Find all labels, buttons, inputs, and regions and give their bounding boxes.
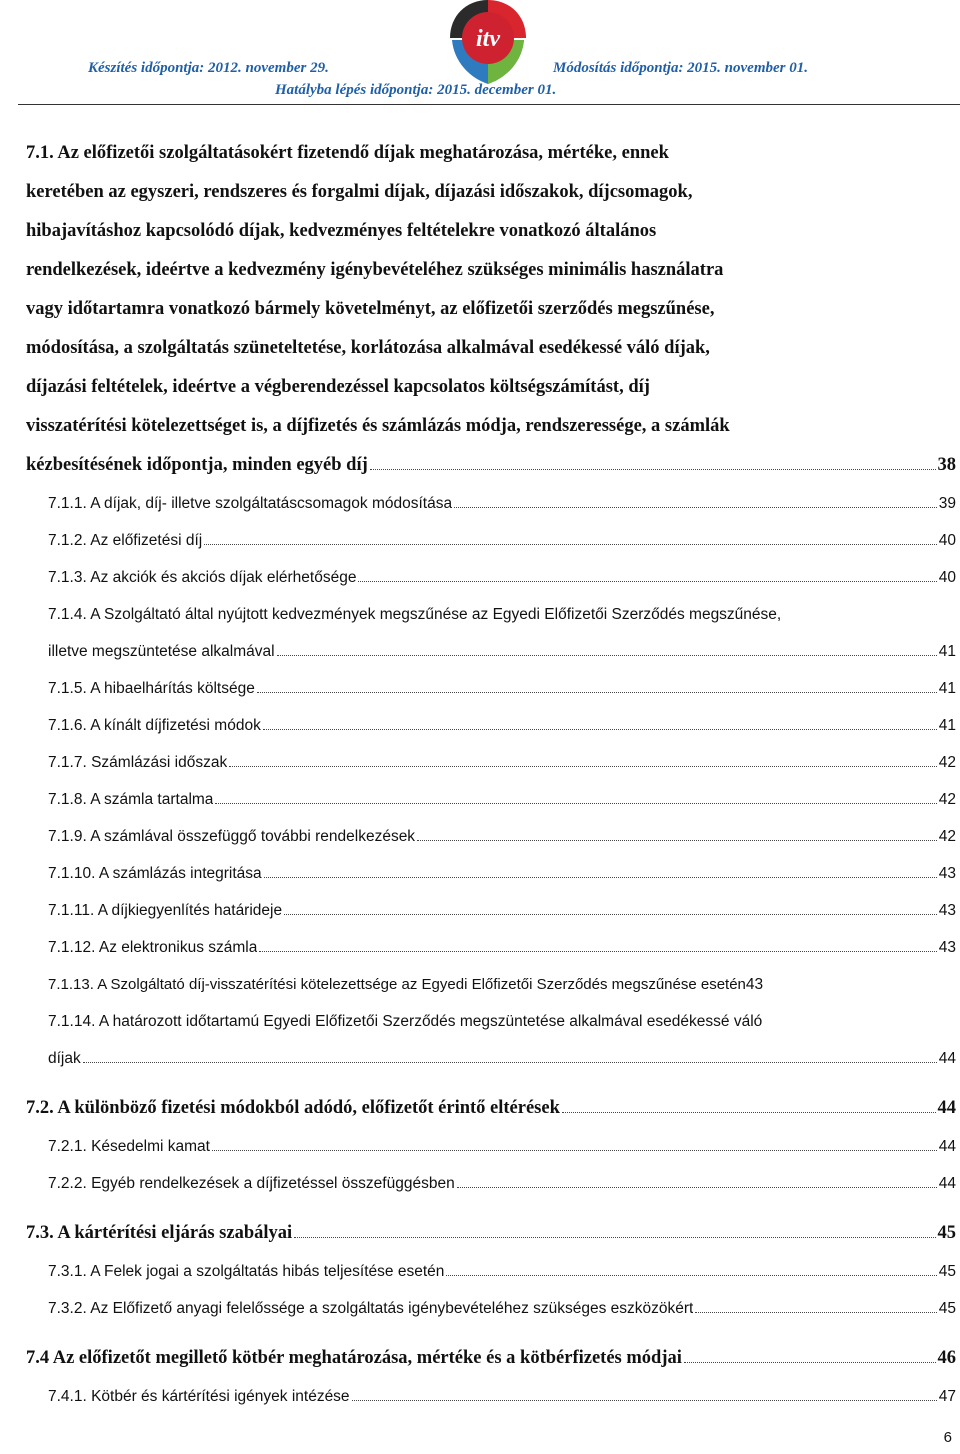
toc-entry[interactable] <box>26 559 956 596</box>
toc-title: 7.1.6. A kínált díjfizetési módok <box>48 717 261 734</box>
page-ref: 43 <box>938 865 956 882</box>
page-number: 6 <box>943 1429 952 1446</box>
dot-leader <box>257 692 937 693</box>
toc-entry[interactable] <box>26 966 956 1003</box>
toc-title: illetve megszüntetése alkalmával <box>48 643 275 660</box>
toc-title: 7.4.1. Kötbér és kártérítési igények intézése <box>48 1388 350 1405</box>
toc-line: hibajavításhoz kapcsolódó díjak, kedvezményes feltételekre vonatkozó általános <box>26 221 657 241</box>
dot-leader <box>417 840 937 841</box>
dot-leader <box>294 1237 935 1238</box>
page-ref: 40 <box>938 532 956 549</box>
header-divider <box>18 104 960 105</box>
dot-leader <box>212 1150 937 1151</box>
page-ref: 42 <box>938 791 956 808</box>
toc-entry[interactable] <box>26 1165 956 1202</box>
toc-entry[interactable] <box>26 707 956 744</box>
dot-leader <box>277 655 937 656</box>
toc-entry[interactable] <box>26 1253 956 1290</box>
dot-leader <box>684 1362 936 1363</box>
dot-leader <box>695 1312 936 1313</box>
toc-line: keretében az egyszeri, rendszeres és forgalmi díjak, díjazási időszakok, díjcsomagok, <box>26 182 693 202</box>
toc-title: 7.1.1. A díjak, díj- illetve szolgáltatáscsomagok módosítása <box>48 495 453 512</box>
toc-title: 7.4 Az előfizetőt megillető kötbér meghatározása, mértéke és a kötbérfizetés módjai <box>26 1348 682 1368</box>
dot-leader <box>370 469 936 470</box>
page-ref: 38 <box>937 455 956 475</box>
toc-title: 7.2. A különböző fizetési módokból adódó, előfizetőt érintő eltérések <box>26 1098 560 1118</box>
toc-entry[interactable] <box>26 596 956 670</box>
toc-entry[interactable] <box>26 1003 956 1077</box>
toc-entry[interactable] <box>26 855 956 892</box>
dot-leader <box>352 1400 937 1401</box>
toc-entry[interactable] <box>26 744 956 781</box>
toc-title: 7.1.5. A hibaelhárítás költsége <box>48 680 255 697</box>
toc-title: 7.3.2. Az Előfizető anyagi felelőssége a szolgáltatás igénybevételéhez szükséges eszközökért <box>48 1300 694 1317</box>
page-ref: 45 <box>937 1223 956 1243</box>
toc-title: 7.1.7. Számlázási időszak <box>48 754 228 771</box>
page-ref: 41 <box>938 717 956 734</box>
toc-line: kézbesítésének időpontja, minden egyéb díj <box>26 455 368 475</box>
toc-title: 7.1.14. A határozott időtartamú Egyedi Előfizetői Szerződés megszüntetése alkalmával esedékessé váló <box>48 1013 763 1030</box>
toc-title: 7.1.13. A Szolgáltató díj-visszatérítési kötelezettsége az Egyedi Előfizetői Szerződés megszűnése esetén <box>48 976 746 993</box>
dot-leader <box>264 877 937 878</box>
toc-title: 7.1.11. A díjkiegyenlítés határideje <box>48 902 283 919</box>
page-ref: 41 <box>938 643 956 660</box>
toc-title: 7.1.8. A számla tartalma <box>48 791 214 808</box>
toc-title: díjak <box>48 1050 81 1067</box>
toc-line: módosítása, a szolgáltatás szüneteltetése, korlátozása alkalmával esedékessé váló díjak, <box>26 338 710 358</box>
toc-line: díjazási feltételek, ideértve a végberendezéssel kapcsolatos költségszámítást, díj <box>26 377 650 397</box>
page-ref: 42 <box>938 754 956 771</box>
modified-date: Módosítás időpontja: 2015. november 01. <box>553 60 809 76</box>
dot-leader <box>204 544 937 545</box>
toc-title: 7.1.3. Az akciók és akciós díjak elérhetősége <box>48 569 357 586</box>
toc-title: 7.1.12. Az elektronikus számla <box>48 939 258 956</box>
page-ref: 44 <box>938 1050 956 1067</box>
toc-entry[interactable] <box>26 670 956 707</box>
dot-leader <box>457 1187 937 1188</box>
toc-title: 7.3.1. A Felek jogai a szolgáltatás hibás teljesítése esetén <box>48 1263 445 1280</box>
created-date: Készítés időpontja: 2012. november 29. <box>88 60 329 76</box>
page-ref: 45 <box>938 1300 956 1317</box>
dot-leader <box>83 1062 937 1063</box>
toc-entry[interactable] <box>26 485 956 522</box>
toc-entry-7-4[interactable] <box>26 1339 956 1378</box>
page-ref: 46 <box>937 1348 956 1368</box>
toc-title: 7.2.2. Egyéb rendelkezések a díjfizetéssel összefüggésben <box>48 1175 455 1192</box>
dot-leader <box>229 766 937 767</box>
toc-title: 7.3. A kártérítési eljárás szabályai <box>26 1223 293 1243</box>
dot-leader <box>358 581 936 582</box>
svg-text:itv: itv <box>476 26 500 52</box>
page-ref: 44 <box>938 1138 956 1155</box>
page-ref: 43 <box>938 902 956 919</box>
toc-line: 7.1. Az előfizetői szolgáltatásokért fizetendő díjak meghatározása, mértéke, ennek <box>26 143 669 163</box>
page-ref: 42 <box>938 828 956 845</box>
itv-logo <box>448 0 528 84</box>
toc-entry[interactable] <box>26 818 956 855</box>
toc-line: rendelkezések, ideértve a kedvezmény igénybevételéhez szükséges minimális használatra <box>26 260 724 280</box>
effective-date: Hatályba lépés időpontja: 2015. december 01. <box>275 82 557 98</box>
toc-entry-7-2[interactable] <box>26 1089 956 1128</box>
page-ref: 45 <box>938 1263 956 1280</box>
page-ref: 44 <box>937 1098 956 1118</box>
dot-leader <box>284 914 937 915</box>
toc-title: 7.1.2. Az előfizetési díj <box>48 532 203 549</box>
toc-title: 7.1.10. A számlázás integritása <box>48 865 262 882</box>
page-ref: 47 <box>938 1388 956 1405</box>
toc-line: visszatérítési kötelezettséget is, a díjfizetés és számlázás módja, rendszeressége, a számlák <box>26 416 730 436</box>
dot-leader <box>215 803 936 804</box>
toc-entry[interactable] <box>26 892 956 929</box>
toc-entry[interactable] <box>26 1128 956 1165</box>
dot-leader <box>562 1112 936 1113</box>
dot-leader <box>454 507 937 508</box>
toc-entry[interactable] <box>26 1290 956 1327</box>
dot-leader <box>446 1275 936 1276</box>
page-ref: 44 <box>938 1175 956 1192</box>
page-ref: 43 <box>938 939 956 956</box>
toc-title: 7.2.1. Késedelmi kamat <box>48 1138 210 1155</box>
page-ref: 43 <box>745 976 764 993</box>
toc-entry-7-1[interactable] <box>26 134 956 485</box>
dot-leader <box>259 951 936 952</box>
page-ref: 40 <box>938 569 956 586</box>
dot-leader <box>263 729 937 730</box>
toc-entry[interactable] <box>26 929 956 966</box>
toc-entry-7-3[interactable] <box>26 1214 956 1253</box>
toc-title: 7.1.4. A Szolgáltató által nyújtott kedvezmények megszűnése az Egyedi Előfizetői Szerződés megszűnése, <box>48 606 782 623</box>
toc-title: 7.1.9. A számlával összefüggő további rendelkezések <box>48 828 416 845</box>
toc-entry[interactable] <box>26 1378 956 1415</box>
page-ref: 39 <box>938 495 956 512</box>
table-of-contents <box>26 134 956 1415</box>
toc-entry[interactable] <box>26 781 956 818</box>
page-ref: 41 <box>938 680 956 697</box>
toc-line: vagy időtartamra vonatkozó bármely követelményt, az előfizetői szerződés megszűnése, <box>26 299 715 319</box>
toc-entry[interactable] <box>26 522 956 559</box>
